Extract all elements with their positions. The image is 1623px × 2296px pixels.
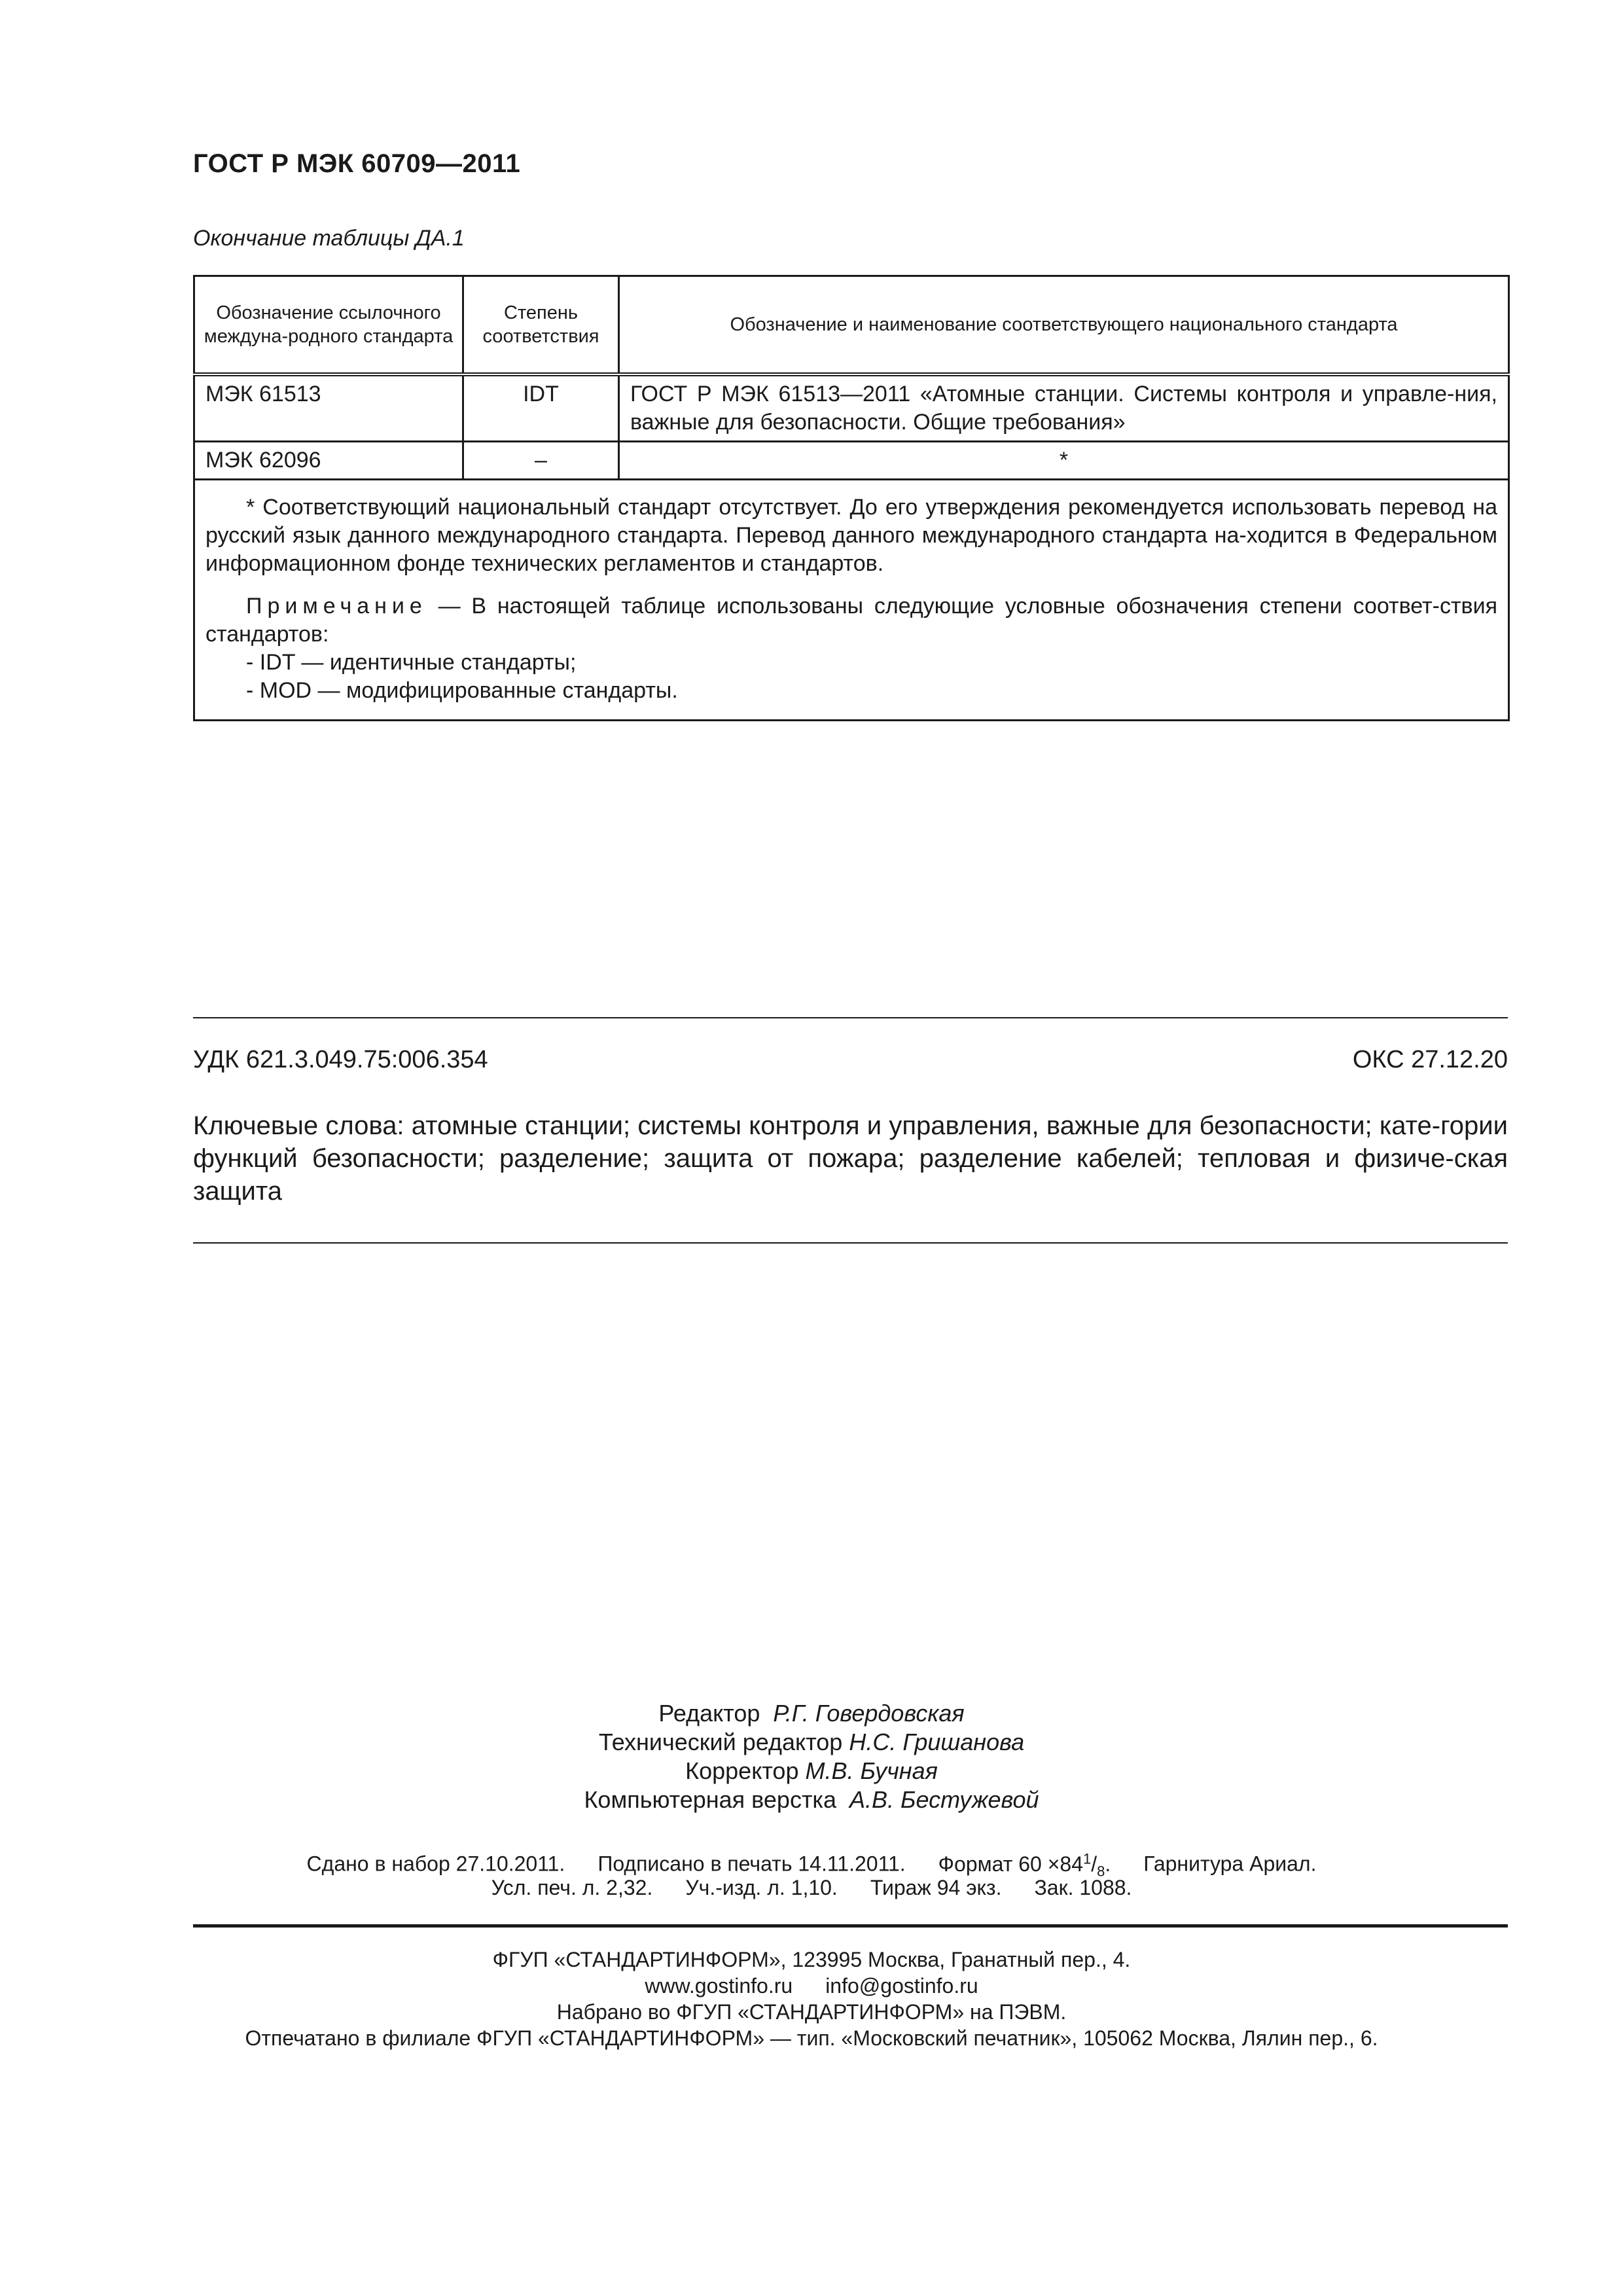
table-row: [194, 374, 1509, 442]
cell-ref: МЭК 61513: [194, 374, 463, 442]
table-caption: Окончание таблицы ДА.1: [193, 226, 465, 251]
keywords: Ключевые слова: атомные станции; системы контроля и управления, важные для безопасности; кате-гории функций безопасности; разделение; защита от пожара; разделение кабелей; тепловая и физиче-ская защита: [193, 1111, 1508, 1206]
submitted-date: Сдано в набор 27.10.2011.: [306, 1852, 565, 1876]
credit-role: Редактор: [658, 1700, 760, 1727]
paper-format: Формат $60 \times 84^1/_8$.: [938, 1850, 1111, 1880]
typeface: Гарнитура Ариал.: [1143, 1852, 1317, 1876]
print-run: Тираж 94 экз.: [870, 1876, 1002, 1899]
cell-national: ГОСТ Р МЭК 61513—2011 «Атомные станции. Системы контроля и управле-ния, важные для безопасности. Общие требования»: [619, 374, 1509, 442]
table-footnote-row: [194, 480, 1509, 721]
credit-line: [0, 1784, 1623, 1816]
oks-code: ОКС 27.12.20: [1352, 1046, 1508, 1073]
divider-line: [193, 1924, 1508, 1928]
credit-line: [0, 1755, 1623, 1787]
credit-role: Компьютерная верстка: [584, 1786, 836, 1813]
email-link[interactable]: info@gostinfo.ru: [825, 1974, 978, 1998]
printing-info: Отпечатано в филиале ФГУП «СТАНДАРТИНФОРМ» — тип. «Московский печатник», 105062 Москва, Лялин пер., 6.: [245, 2026, 1378, 2050]
footnote-text: * Соответствующий национальный стандарт отсутствует. До его утверждения рекомендуется использовать перевод на русский язык данного международного стандарта. Перевод данного международного стандарта на-ходится в Федеральном информационном фонде технических регламентов и стандартов.: [205, 495, 1497, 576]
typesetting-info: Набрано во ФГУП «СТАНДАРТИНФОРМ» на ПЭВМ.: [556, 2000, 1067, 2024]
table-header-row: [194, 276, 1509, 375]
credit-name: Р.Г. Говердовская: [773, 1700, 965, 1727]
credit-name: М.В. Бучная: [805, 1757, 938, 1784]
publication-sheets: Уч.-изд. л. 1,10.: [685, 1876, 838, 1899]
cell-degree: –: [463, 442, 619, 480]
credit-name: Н.С. Гришанова: [849, 1729, 1025, 1755]
credit-role: Технический редактор: [598, 1729, 843, 1755]
column-header-ref: Обозначение ссылочного междуна-родного стандарта: [194, 276, 463, 375]
credit-line: [0, 1726, 1623, 1758]
divider-line: [193, 1017, 1508, 1018]
credit-name: А.В. Бестужевой: [849, 1786, 1039, 1813]
cell-ref: МЭК 62096: [194, 442, 463, 480]
print-info-line: [0, 1873, 1623, 1902]
note-list-item: - IDT — идентичные стандарты;: [246, 650, 577, 675]
signed-date: Подписано в печать 14.11.2011.: [597, 1852, 906, 1876]
credit-line: [0, 1697, 1623, 1729]
print-sheets: Усл. печ. л. 2,32.: [491, 1876, 653, 1899]
udk-code: УДК 621.3.049.75:006.354: [193, 1046, 488, 1073]
cell-national: *: [619, 442, 1509, 480]
note-list-item: - MOD — модифицированные стандарты.: [246, 678, 678, 703]
note-label: Примечание: [246, 594, 427, 619]
publisher-address: ФГУП «СТАНДАРТИНФОРМ», 123995 Москва, Гранатный пер., 4.: [492, 1948, 1131, 1971]
divider-line: [193, 1242, 1508, 1244]
footnote-cell: [194, 480, 1509, 721]
table-row: [194, 442, 1509, 480]
document-header: ГОСТ Р МЭК 60709—2011: [193, 149, 521, 178]
cell-degree: IDT: [463, 374, 619, 442]
credit-role: Корректор: [685, 1757, 799, 1784]
note-text: — В настоящей таблице использованы следующие условные обозначения степени соответ-ствия стандартов:: [205, 594, 1497, 647]
column-header-national: Обозначение и наименование соответствующего национального стандарта: [619, 276, 1509, 375]
publisher-contacts: [0, 1971, 1623, 2000]
table-note: [205, 592, 1497, 649]
website-link[interactable]: www.gostinfo.ru: [645, 1974, 793, 1998]
order-number: Зак. 1088.: [1034, 1876, 1132, 1899]
reference-table: [193, 275, 1510, 721]
column-header-degree: Степень соответствия: [463, 276, 619, 375]
